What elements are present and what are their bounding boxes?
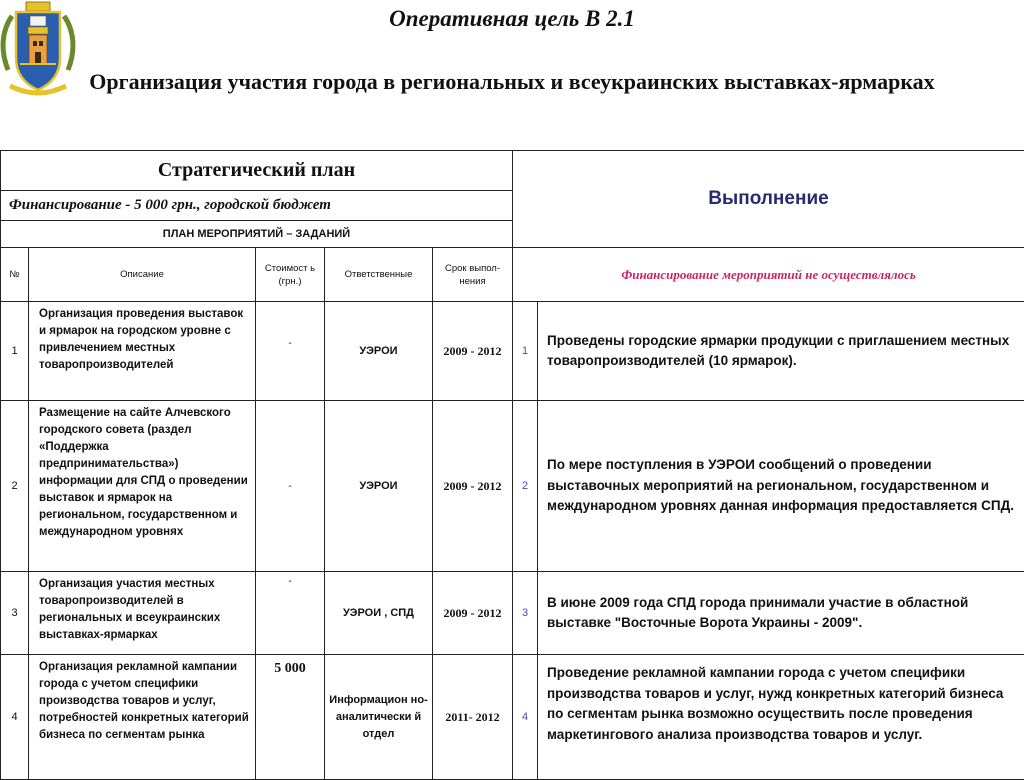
- plan-header: ПЛАН МЕРОПРИЯТИЙ – ЗАДАНИЙ: [1, 221, 513, 248]
- row-term: 2011- 2012: [433, 655, 513, 780]
- row-description: Организация проведения выставок и ярмарок на городском уровне с привлечением местных товаропроизводителей: [29, 302, 256, 401]
- col-cost-header: Стоимост ь (грн.): [256, 248, 325, 302]
- row-number: 1: [1, 302, 29, 401]
- col-num-header: №: [1, 248, 29, 302]
- row-result: Проведение рекламной кампании города с учетом специфики производства товаров и услуг, нужд конкретных категорий бизнеса по сегментам рынка возможно осуществить после проведения маркетингового анализа производства товаров и услуг.: [538, 655, 1024, 780]
- table-row: [1, 655, 1024, 780]
- row-responsible: Информацион но- аналитически й отдел: [325, 655, 433, 780]
- row-description: Организация участия местных товаропроизводителей в региональных и всеукраинских выставках-ярмарках: [29, 572, 256, 655]
- execution-header: Выполнение: [513, 151, 1024, 248]
- financing-note: Финансирование мероприятий не осуществлялось: [513, 248, 1024, 302]
- col-term-header: Срок выпол- нения: [433, 248, 513, 302]
- row-description: Размещение на сайте Алчевского городского совета (раздел «Поддержка предпринимательства») информации для СПД о проведении выставок и ярмарок на региональном, государственном и международном уровнях: [29, 401, 256, 572]
- row-cost: 5 000: [256, 655, 325, 780]
- col-responsible-header: Ответственные: [325, 248, 433, 302]
- row-number: 3: [1, 572, 29, 655]
- table-row: [1, 401, 1024, 572]
- row-cost: -: [256, 572, 325, 655]
- row-number: 2: [1, 401, 29, 572]
- result-number: 3: [513, 572, 538, 655]
- financing-row: Финансирование - 5 000 грн., городской бюджет: [1, 191, 513, 221]
- row-term: 2009 - 2012: [433, 302, 513, 401]
- strategic-plan-header: Стратегический план: [1, 151, 513, 191]
- page-title: Организация участия города в региональных и всеукраинских выставках-ярмарках: [0, 69, 1024, 95]
- page-subtitle: Оперативная цель В 2.1: [0, 6, 1024, 32]
- table-row: [1, 572, 1024, 655]
- row-responsible: УЭРОИ: [325, 401, 433, 572]
- table-row: [1, 302, 1024, 401]
- row-cost: -: [256, 401, 325, 572]
- row-term: 2009 - 2012: [433, 572, 513, 655]
- row-responsible: УЭРОИ , СПД: [325, 572, 433, 655]
- row-result: В июне 2009 года СПД города принимали участие в областной выставке "Восточные Ворота Украины - 2009".: [538, 572, 1024, 655]
- result-number: 4: [513, 655, 538, 780]
- row-number: 4: [1, 655, 29, 780]
- result-number: 1: [513, 302, 538, 401]
- row-term: 2009 - 2012: [433, 401, 513, 572]
- row-cost: -: [256, 302, 325, 401]
- strategic-plan-table: [0, 150, 1024, 780]
- row-result: Проведены городские ярмарки продукции с приглашением местных товаропроизводителей (10 ярмарок).: [538, 302, 1024, 401]
- result-number: 2: [513, 401, 538, 572]
- row-description: Организация рекламной кампании города с учетом специфики производства товаров и услуг, потребностей конкретных категорий бизнеса по сегментам рынка: [29, 655, 256, 780]
- row-result: По мере поступления в УЭРОИ сообщений о проведении выставочных мероприятий на региональном, государственном и международном уровнях данная информация предоставляется СПД.: [538, 401, 1024, 572]
- col-description-header: Описание: [29, 248, 256, 302]
- row-responsible: УЭРОИ: [325, 302, 433, 401]
